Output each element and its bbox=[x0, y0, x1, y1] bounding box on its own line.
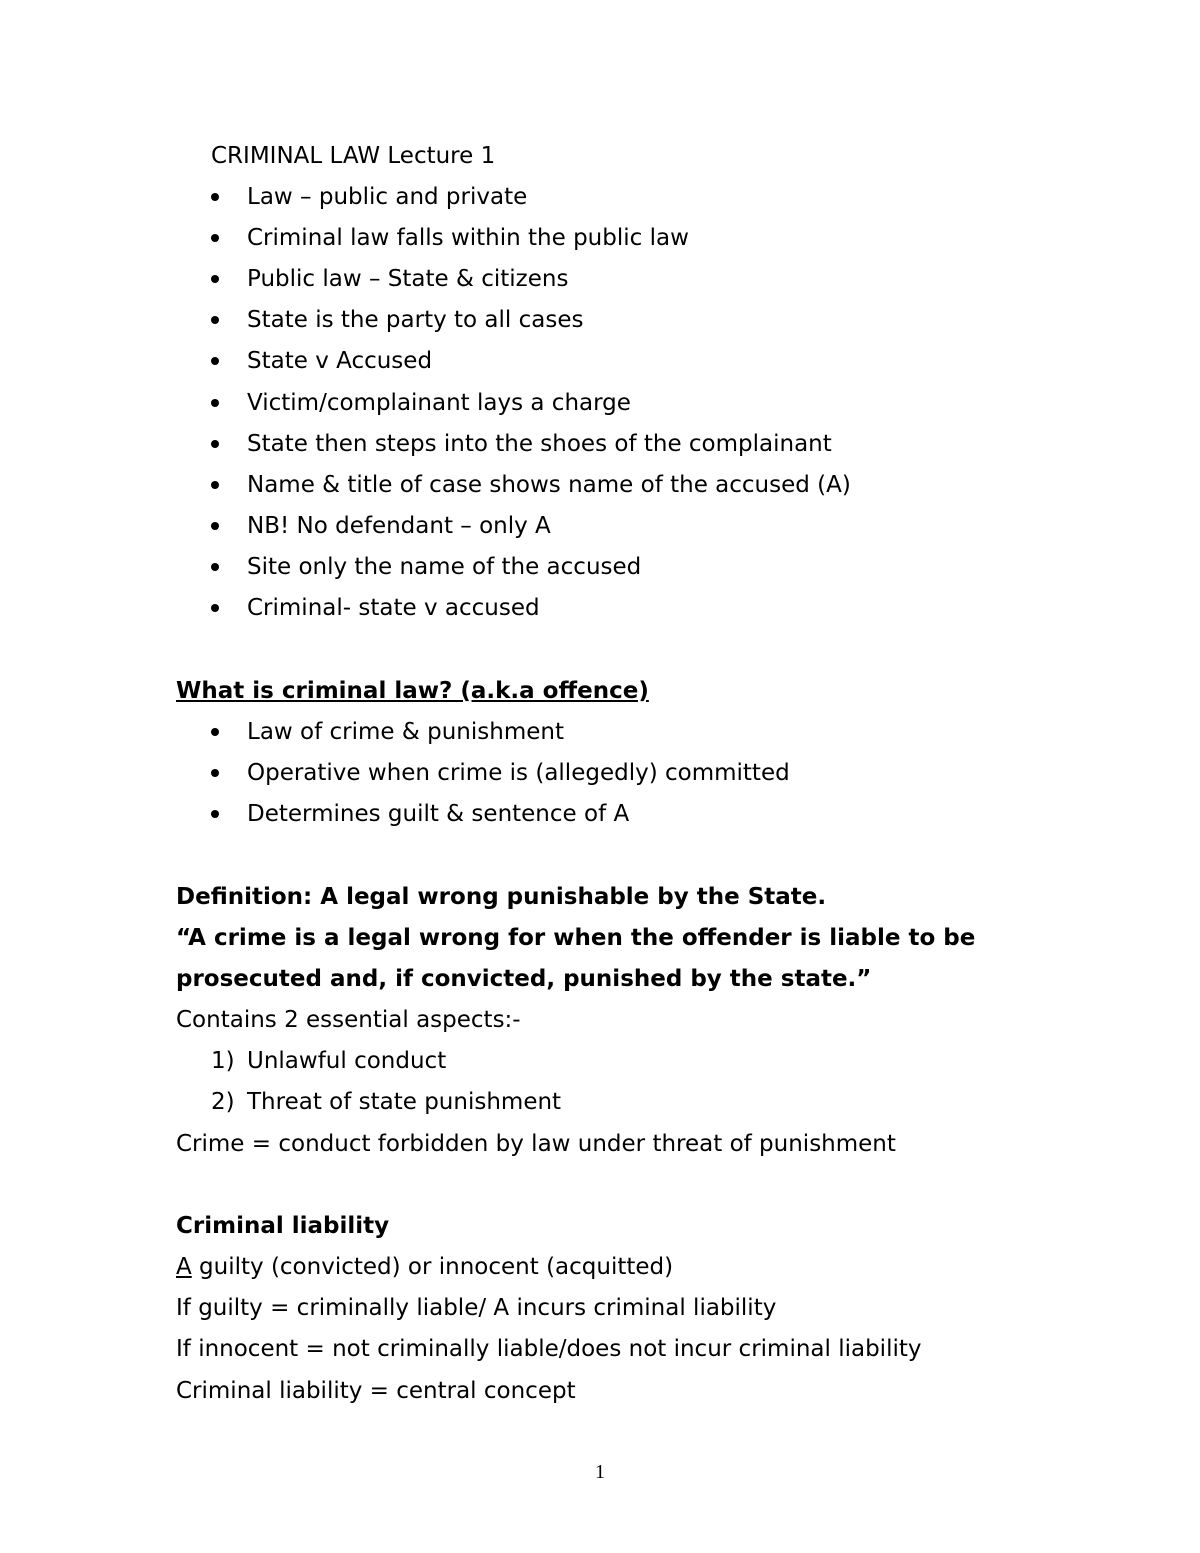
bullet-icon bbox=[211, 275, 219, 283]
bullet-icon bbox=[211, 193, 219, 201]
definition-quote-line-2: prosecuted and, if convicted, punished by the state.” bbox=[176, 966, 872, 992]
bullet-icon bbox=[211, 316, 219, 324]
list-item-text: NB! No defendant – only A bbox=[247, 513, 551, 539]
liability-line-1-text: guilty (convicted) or innocent (acquitted) bbox=[191, 1254, 674, 1280]
list-item-text: State is the party to all cases bbox=[247, 307, 584, 333]
liability-line-4: Criminal liability = central concept bbox=[176, 1378, 576, 1404]
bullet-icon bbox=[211, 563, 219, 571]
bullet-icon bbox=[211, 769, 219, 777]
bullet-icon bbox=[211, 399, 219, 407]
accused-abbreviation: A bbox=[176, 1254, 192, 1280]
section-heading-liability: Criminal liability bbox=[176, 1213, 390, 1239]
bullet-icon bbox=[211, 728, 219, 736]
list-item-text: Public law – State & citizens bbox=[247, 266, 569, 292]
list-item-text: Criminal- state v accused bbox=[247, 595, 540, 621]
list-item-text: Law – public and private bbox=[247, 184, 528, 210]
list-item-text: Name & title of case shows name of the accused (A) bbox=[247, 472, 851, 498]
list-item-text: State v Accused bbox=[247, 348, 433, 374]
bullet-icon bbox=[211, 357, 219, 365]
list-item-text: Criminal law falls within the public law bbox=[247, 225, 689, 251]
bullet-icon bbox=[211, 234, 219, 242]
list-number: 2) bbox=[211, 1089, 235, 1115]
list-item-text: Determines guilt & sentence of A bbox=[247, 801, 630, 827]
list-item-text: Threat of state punishment bbox=[247, 1089, 562, 1115]
document-title: CRIMINAL LAW Lecture 1 bbox=[211, 143, 496, 169]
list-item-text: Unlawful conduct bbox=[247, 1048, 447, 1074]
contains-aspects-line: Contains 2 essential aspects:- bbox=[176, 1007, 521, 1033]
liability-line-3: If innocent = not criminally liable/does not incur criminal liability bbox=[176, 1336, 922, 1362]
list-item-text: Law of crime & punishment bbox=[247, 719, 564, 745]
bullet-icon bbox=[211, 440, 219, 448]
definition-line: Definition: A legal wrong punishable by the State. bbox=[176, 884, 827, 910]
list-item-text: Operative when crime is (allegedly) committed bbox=[247, 760, 790, 786]
bullet-icon bbox=[211, 604, 219, 612]
crime-equals-line: Crime = conduct forbidden by law under threat of punishment bbox=[176, 1131, 896, 1157]
bullet-icon bbox=[211, 522, 219, 530]
liability-line-1 bbox=[176, 1253, 673, 1281]
section-heading-what: What is criminal law? (a.k.a offence) bbox=[176, 678, 649, 704]
liability-line-2: If guilty = criminally liable/ A incurs criminal liability bbox=[176, 1295, 777, 1321]
list-item-text: State then steps into the shoes of the complainant bbox=[247, 431, 832, 457]
list-item-text: Site only the name of the accused bbox=[247, 554, 642, 580]
list-item-text: Victim/complainant lays a charge bbox=[247, 390, 631, 416]
page-number: 1 bbox=[595, 1461, 605, 1483]
bullet-icon bbox=[211, 481, 219, 489]
list-number: 1) bbox=[211, 1048, 235, 1074]
bullet-icon bbox=[211, 810, 219, 818]
definition-quote-line-1: “A crime is a legal wrong for when the offender is liable to be bbox=[176, 925, 976, 951]
